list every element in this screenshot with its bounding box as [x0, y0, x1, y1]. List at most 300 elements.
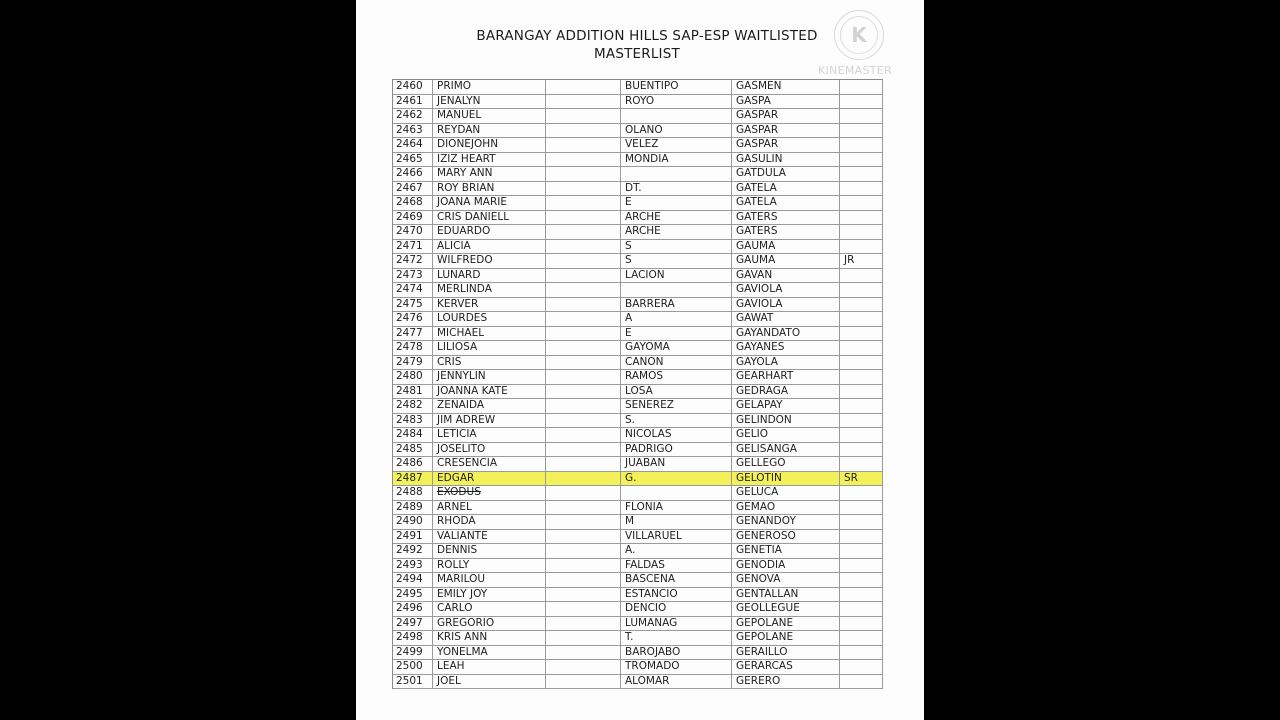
first-name-cell: MARY ANN: [433, 167, 546, 181]
first-name-cell: ALICIA: [433, 240, 546, 254]
table-row: [393, 515, 883, 530]
first-name-cell: PRIMO: [433, 80, 546, 94]
table-row: [393, 269, 883, 284]
blank-cell: [546, 356, 621, 370]
middle-name-cell: DENCIO: [621, 602, 732, 616]
blank-cell: [546, 530, 621, 544]
blank-cell: [546, 501, 621, 515]
table-row: [393, 196, 883, 211]
table-row: [393, 356, 883, 371]
blank-cell: [546, 457, 621, 471]
middle-name-cell: S: [621, 240, 732, 254]
first-name-cell: DIONEJOHN: [433, 138, 546, 152]
table-row: [393, 443, 883, 458]
row-number-cell: 2497: [393, 617, 433, 631]
last-name-cell: GASPA: [732, 95, 840, 109]
blank-cell: [546, 269, 621, 283]
last-name-cell: GATERS: [732, 225, 840, 239]
table-row: [393, 225, 883, 240]
row-number-cell: 2501: [393, 675, 433, 689]
middle-name-cell: BUENTIPO: [621, 80, 732, 94]
suffix-cell: [840, 370, 883, 384]
table-row: [393, 182, 883, 197]
row-number-cell: 2474: [393, 283, 433, 297]
last-name-cell: GAVIOLA: [732, 283, 840, 297]
row-number-cell: 2483: [393, 414, 433, 428]
last-name-cell: GAYOLA: [732, 356, 840, 370]
table-row: [393, 211, 883, 226]
row-number-cell: 2471: [393, 240, 433, 254]
table-row: [393, 167, 883, 182]
first-name-cell: KERVER: [433, 298, 546, 312]
first-name-cell: JENALYN: [433, 95, 546, 109]
last-name-cell: GAYANES: [732, 341, 840, 355]
last-name-cell: GATDULA: [732, 167, 840, 181]
suffix-cell: [840, 196, 883, 210]
middle-name-cell: OLANO: [621, 124, 732, 138]
middle-name-cell: ARCHE: [621, 225, 732, 239]
suffix-cell: [840, 167, 883, 181]
table-row: [393, 298, 883, 313]
first-name-cell: LETICIA: [433, 428, 546, 442]
first-name-cell: JOANNA KATE: [433, 385, 546, 399]
row-number-cell: 2464: [393, 138, 433, 152]
row-number-cell: 2494: [393, 573, 433, 587]
suffix-cell: [840, 283, 883, 297]
row-number-cell: 2498: [393, 631, 433, 645]
blank-cell: [546, 211, 621, 225]
middle-name-cell: DT.: [621, 182, 732, 196]
last-name-cell: GATELA: [732, 196, 840, 210]
table-row: [393, 138, 883, 153]
table-row: [393, 588, 883, 603]
first-name-cell: RHODA: [433, 515, 546, 529]
blank-cell: [546, 138, 621, 152]
first-name-cell: MANUEL: [433, 109, 546, 123]
last-name-cell: GELIO: [732, 428, 840, 442]
first-name-cell: MICHAEL: [433, 327, 546, 341]
middle-name-cell: PADRIGO: [621, 443, 732, 457]
middle-name-cell: MONDIA: [621, 153, 732, 167]
first-name-cell: KRIS ANN: [433, 631, 546, 645]
row-number-cell: 2460: [393, 80, 433, 94]
suffix-cell: [840, 399, 883, 413]
row-number-cell: 2478: [393, 341, 433, 355]
suffix-cell: [840, 675, 883, 689]
suffix-cell: [840, 153, 883, 167]
blank-cell: [546, 646, 621, 660]
last-name-cell: GATERS: [732, 211, 840, 225]
first-name-cell: LILIOSA: [433, 341, 546, 355]
row-number-cell: 2496: [393, 602, 433, 616]
blank-cell: [546, 414, 621, 428]
table-row: [393, 95, 883, 110]
blank-cell: [546, 327, 621, 341]
row-number-cell: 2467: [393, 182, 433, 196]
suffix-cell: [840, 240, 883, 254]
row-number-cell: 2470: [393, 225, 433, 239]
row-number-cell: 2463: [393, 124, 433, 138]
row-number-cell: 2472: [393, 254, 433, 268]
middle-name-cell: GAYOMA: [621, 341, 732, 355]
first-name-cell: LEAH: [433, 660, 546, 674]
suffix-cell: [840, 312, 883, 326]
blank-cell: [546, 399, 621, 413]
last-name-cell: GENODIA: [732, 559, 840, 573]
first-name-cell: ARNEL: [433, 501, 546, 515]
first-name-cell: CARLO: [433, 602, 546, 616]
row-number-cell: 2487: [393, 472, 433, 486]
last-name-cell: GELLEGO: [732, 457, 840, 471]
middle-name-cell: M: [621, 515, 732, 529]
row-number-cell: 2477: [393, 327, 433, 341]
last-name-cell: GENETIA: [732, 544, 840, 558]
watermark-logo: [834, 10, 884, 60]
first-name-cell: CRIS: [433, 356, 546, 370]
last-name-cell: GEMAO: [732, 501, 840, 515]
table-row: [393, 617, 883, 632]
suffix-cell: [840, 588, 883, 602]
suffix-cell: [840, 501, 883, 515]
last-name-cell: GENOVA: [732, 573, 840, 587]
blank-cell: [546, 675, 621, 689]
row-number-cell: 2476: [393, 312, 433, 326]
title-line-2: MASTERLIST: [594, 46, 680, 62]
suffix-cell: [840, 124, 883, 138]
blank-cell: [546, 617, 621, 631]
first-name-cell: JOANA MARIE: [433, 196, 546, 210]
blank-cell: [546, 167, 621, 181]
middle-name-cell: [621, 486, 732, 500]
last-name-cell: GAVIOLA: [732, 298, 840, 312]
suffix-cell: [840, 530, 883, 544]
first-name-cell: WILFREDO: [433, 254, 546, 268]
row-number-cell: 2488: [393, 486, 433, 500]
middle-name-cell: BASCENA: [621, 573, 732, 587]
first-name-cell: JOSELITO: [433, 443, 546, 457]
middle-name-cell: FLONIA: [621, 501, 732, 515]
table-row: [393, 573, 883, 588]
table-row: [393, 254, 883, 269]
suffix-cell: [840, 138, 883, 152]
middle-name-cell: SENEREZ: [621, 399, 732, 413]
last-name-cell: GELAPAY: [732, 399, 840, 413]
middle-name-cell: LOSA: [621, 385, 732, 399]
last-name-cell: GAUMA: [732, 240, 840, 254]
row-number-cell: 2461: [393, 95, 433, 109]
suffix-cell: [840, 457, 883, 471]
blank-cell: [546, 370, 621, 384]
middle-name-cell: ESTANCIO: [621, 588, 732, 602]
last-name-cell: GEDRAGA: [732, 385, 840, 399]
suffix-cell: [840, 660, 883, 674]
row-number-cell: 2499: [393, 646, 433, 660]
blank-cell: [546, 182, 621, 196]
first-name-cell: REYDAN: [433, 124, 546, 138]
suffix-cell: JR: [840, 254, 883, 268]
last-name-cell: GAYANDATO: [732, 327, 840, 341]
last-name-cell: GAWAT: [732, 312, 840, 326]
first-name-cell: EXODUS: [433, 486, 546, 500]
table-row: [393, 457, 883, 472]
last-name-cell: GASULIN: [732, 153, 840, 167]
last-name-cell: GATELA: [732, 182, 840, 196]
middle-name-cell: VILLARUEL: [621, 530, 732, 544]
last-name-cell: GEOLLEGUE: [732, 602, 840, 616]
last-name-cell: GERERO: [732, 675, 840, 689]
row-number-cell: 2490: [393, 515, 433, 529]
last-name-cell: GASPAR: [732, 124, 840, 138]
suffix-cell: [840, 602, 883, 616]
middle-name-cell: JUABAN: [621, 457, 732, 471]
table-row: [393, 80, 883, 95]
suffix-cell: [840, 341, 883, 355]
middle-name-cell: VELEZ: [621, 138, 732, 152]
middle-name-cell: A.: [621, 544, 732, 558]
blank-cell: [546, 80, 621, 94]
suffix-cell: [840, 515, 883, 529]
last-name-cell: GELUCA: [732, 486, 840, 500]
row-number-cell: 2492: [393, 544, 433, 558]
suffix-cell: [840, 573, 883, 587]
suffix-cell: [840, 298, 883, 312]
middle-name-cell: [621, 167, 732, 181]
blank-cell: [546, 573, 621, 587]
last-name-cell: GELINDON: [732, 414, 840, 428]
table-row: [393, 660, 883, 675]
suffix-cell: SR: [840, 472, 883, 486]
middle-name-cell: FALDAS: [621, 559, 732, 573]
blank-cell: [546, 443, 621, 457]
middle-name-cell: A: [621, 312, 732, 326]
table-row: [393, 428, 883, 443]
middle-name-cell: [621, 109, 732, 123]
suffix-cell: [840, 80, 883, 94]
first-name-cell: EDUARDO: [433, 225, 546, 239]
row-number-cell: 2466: [393, 167, 433, 181]
row-number-cell: 2473: [393, 269, 433, 283]
last-name-cell: GEPOLANE: [732, 631, 840, 645]
row-number-cell: 2462: [393, 109, 433, 123]
table-row: [393, 153, 883, 168]
row-number-cell: 2469: [393, 211, 433, 225]
middle-name-cell: ALOMAR: [621, 675, 732, 689]
table-row: [393, 124, 883, 139]
suffix-cell: [840, 182, 883, 196]
table-row: [393, 399, 883, 414]
table-row: [393, 327, 883, 342]
last-name-cell: GASPAR: [732, 109, 840, 123]
last-name-cell: GEARHART: [732, 370, 840, 384]
suffix-cell: [840, 385, 883, 399]
blank-cell: [546, 153, 621, 167]
row-number-cell: 2479: [393, 356, 433, 370]
blank-cell: [546, 196, 621, 210]
table-row: [393, 312, 883, 327]
row-number-cell: 2489: [393, 501, 433, 515]
watermark-text: KINEMASTER: [818, 64, 892, 77]
blank-cell: [546, 225, 621, 239]
row-number-cell: 2491: [393, 530, 433, 544]
blank-cell: [546, 312, 621, 326]
middle-name-cell: S.: [621, 414, 732, 428]
blank-cell: [546, 428, 621, 442]
title-line-1: BARANGAY ADDITION HILLS SAP-ESP WAITLISTED: [476, 28, 818, 44]
first-name-cell: JIM ADREW: [433, 414, 546, 428]
blank-cell: [546, 559, 621, 573]
first-name-cell: DENNIS: [433, 544, 546, 558]
middle-name-cell: T.: [621, 631, 732, 645]
table-row: [393, 385, 883, 400]
first-name-cell: EMILY JOY: [433, 588, 546, 602]
middle-name-cell: [621, 283, 732, 297]
last-name-cell: GELISANGA: [732, 443, 840, 457]
table-row: [393, 559, 883, 574]
first-name-cell: CRIS DANIELL: [433, 211, 546, 225]
last-name-cell: GEPOLANE: [732, 617, 840, 631]
row-number-cell: 2486: [393, 457, 433, 471]
suffix-cell: [840, 109, 883, 123]
first-name-cell: JENNYLIN: [433, 370, 546, 384]
table-row: [393, 486, 883, 501]
first-name-cell: MERLINDA: [433, 283, 546, 297]
suffix-cell: [840, 631, 883, 645]
suffix-cell: [840, 428, 883, 442]
table-row: [393, 501, 883, 516]
first-name-cell: JOEL: [433, 675, 546, 689]
blank-cell: [546, 660, 621, 674]
blank-cell: [546, 472, 621, 486]
watermark-letter: K: [840, 16, 878, 54]
suffix-cell: [840, 414, 883, 428]
last-name-cell: GAVAN: [732, 269, 840, 283]
table-row: [393, 631, 883, 646]
table-row: [393, 370, 883, 385]
middle-name-cell: ROYO: [621, 95, 732, 109]
middle-name-cell: E: [621, 196, 732, 210]
first-name-cell: ROLLY: [433, 559, 546, 573]
middle-name-cell: BAROJABO: [621, 646, 732, 660]
row-number-cell: 2465: [393, 153, 433, 167]
table-row: [393, 414, 883, 429]
last-name-cell: GENTALLAN: [732, 588, 840, 602]
document-page: [356, 0, 924, 720]
blank-cell: [546, 109, 621, 123]
blank-cell: [546, 385, 621, 399]
middle-name-cell: G.: [621, 472, 732, 486]
middle-name-cell: LACION: [621, 269, 732, 283]
table-row-highlighted: [393, 472, 883, 487]
last-name-cell: GENANDOY: [732, 515, 840, 529]
row-number-cell: 2484: [393, 428, 433, 442]
middle-name-cell: NICOLAS: [621, 428, 732, 442]
last-name-cell: GELOTIN: [732, 472, 840, 486]
blank-cell: [546, 602, 621, 616]
last-name-cell: GAUMA: [732, 254, 840, 268]
suffix-cell: [840, 211, 883, 225]
blank-cell: [546, 298, 621, 312]
first-name-cell: ZENAIDA: [433, 399, 546, 413]
first-name-cell: ROY BRIAN: [433, 182, 546, 196]
last-name-cell: GERARCAS: [732, 660, 840, 674]
suffix-cell: [840, 617, 883, 631]
row-number-cell: 2500: [393, 660, 433, 674]
suffix-cell: [840, 559, 883, 573]
last-name-cell: GASPAR: [732, 138, 840, 152]
last-name-cell: GERAILLO: [732, 646, 840, 660]
first-name-cell: LUNARD: [433, 269, 546, 283]
row-number-cell: 2493: [393, 559, 433, 573]
suffix-cell: [840, 646, 883, 660]
row-number-cell: 2468: [393, 196, 433, 210]
suffix-cell: [840, 225, 883, 239]
table-row: [393, 283, 883, 298]
blank-cell: [546, 240, 621, 254]
suffix-cell: [840, 486, 883, 500]
blank-cell: [546, 588, 621, 602]
first-name-cell: GREGORIO: [433, 617, 546, 631]
table-row: [393, 544, 883, 559]
blank-cell: [546, 486, 621, 500]
masterlist-table: [392, 79, 883, 689]
suffix-cell: [840, 269, 883, 283]
blank-cell: [546, 544, 621, 558]
row-number-cell: 2495: [393, 588, 433, 602]
first-name-cell: VALIANTE: [433, 530, 546, 544]
suffix-cell: [840, 443, 883, 457]
table-row: [393, 646, 883, 661]
suffix-cell: [840, 356, 883, 370]
table-row: [393, 109, 883, 124]
suffix-cell: [840, 544, 883, 558]
middle-name-cell: S: [621, 254, 732, 268]
blank-cell: [546, 515, 621, 529]
first-name-cell: CRESENCIA: [433, 457, 546, 471]
first-name-cell: EDGAR: [433, 472, 546, 486]
row-number-cell: 2480: [393, 370, 433, 384]
middle-name-cell: LUMANAG: [621, 617, 732, 631]
middle-name-cell: BARRERA: [621, 298, 732, 312]
middle-name-cell: ARCHE: [621, 211, 732, 225]
table-row: [393, 675, 883, 690]
table-row: [393, 530, 883, 545]
row-number-cell: 2481: [393, 385, 433, 399]
first-name-cell: IZIZ HEART: [433, 153, 546, 167]
table-row: [393, 341, 883, 356]
blank-cell: [546, 283, 621, 297]
first-name-cell: MARILOU: [433, 573, 546, 587]
table-row: [393, 602, 883, 617]
middle-name-cell: E: [621, 327, 732, 341]
middle-name-cell: CANON: [621, 356, 732, 370]
table-row: [393, 240, 883, 255]
row-number-cell: 2475: [393, 298, 433, 312]
blank-cell: [546, 95, 621, 109]
blank-cell: [546, 341, 621, 355]
row-number-cell: 2482: [393, 399, 433, 413]
first-name-cell: YONELMA: [433, 646, 546, 660]
blank-cell: [546, 254, 621, 268]
last-name-cell: GASMEN: [732, 80, 840, 94]
blank-cell: [546, 631, 621, 645]
last-name-cell: GENEROSO: [732, 530, 840, 544]
suffix-cell: [840, 95, 883, 109]
middle-name-cell: TROMADO: [621, 660, 732, 674]
blank-cell: [546, 124, 621, 138]
first-name-cell: LOURDES: [433, 312, 546, 326]
row-number-cell: 2485: [393, 443, 433, 457]
suffix-cell: [840, 327, 883, 341]
